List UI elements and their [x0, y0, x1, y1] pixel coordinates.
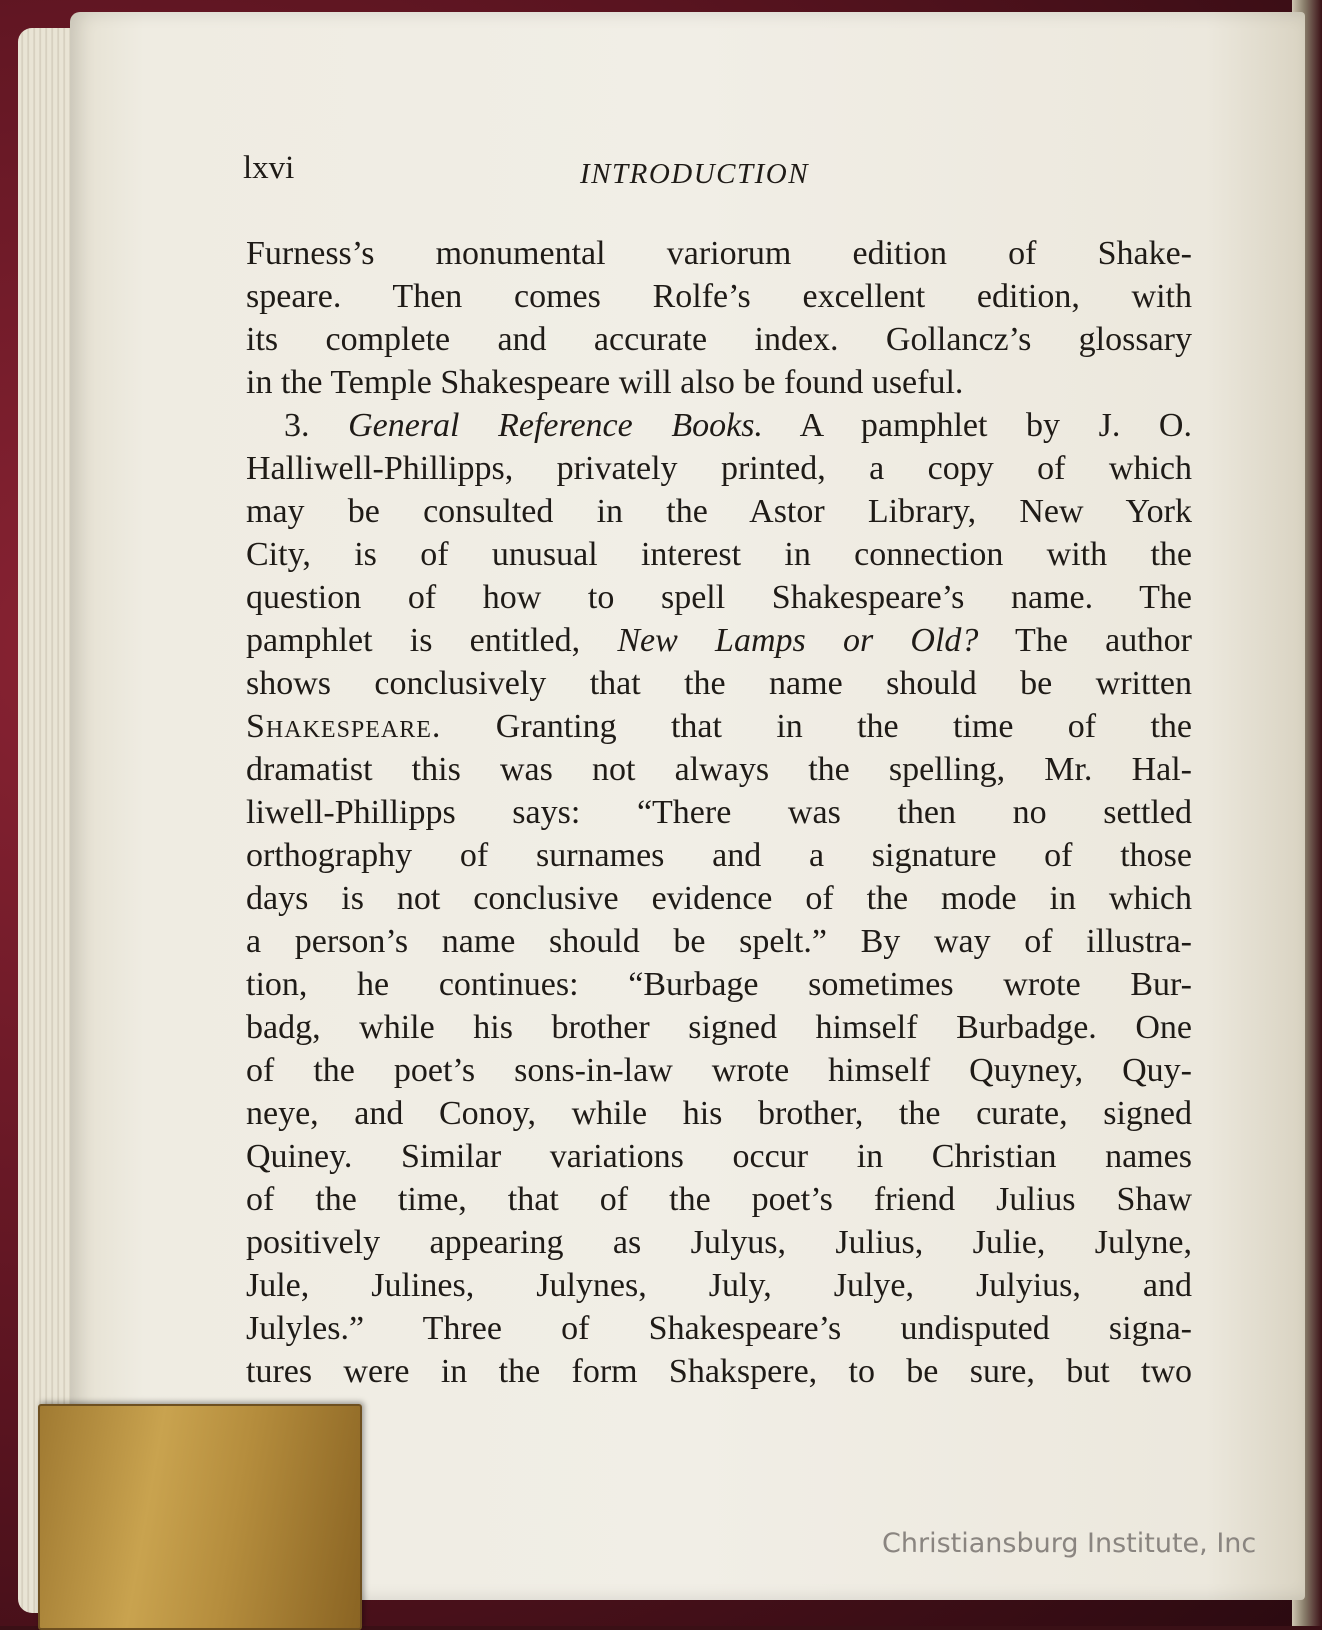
text-line: shows conclusively that the name should be written	[246, 665, 1192, 702]
running-head: INTRODUCTION	[580, 158, 810, 190]
body-text	[246, 232, 1192, 1393]
text-line: neye, and Conoy, while his brother, the curate, signed	[246, 1095, 1192, 1132]
text-run: pamphlet is entitled,	[246, 622, 618, 659]
text-line: positively appearing as Julyus, Julius, Julie, Julyne,	[246, 1224, 1192, 1261]
text-line: dramatist this was not always the spelling, Mr. Hal-	[246, 751, 1192, 788]
text-line	[246, 404, 1192, 447]
text-line: tures were in the form Shakspere, to be sure, but two	[246, 1353, 1192, 1390]
watermark: Christiansburg Institute, Inc	[882, 1528, 1257, 1559]
text-line: City, is of unusual interest in connection with the	[246, 536, 1192, 573]
text-line: its complete and accurate index. Gollancz’s glossary	[246, 321, 1192, 358]
text-line: tion, he continues: “Burbage sometimes wrote Bur-	[246, 966, 1192, 1003]
page-number: lxvi	[243, 150, 295, 186]
text-run: A pamphlet by J. O.	[762, 407, 1192, 444]
text-line: Jule, Julines, Julynes, July, Julye, Julyius, and	[246, 1267, 1192, 1304]
text-line: badg, while his brother signed himself Burbadge. One	[246, 1009, 1192, 1046]
text-line: of the time, that of the poet’s friend Julius Shaw	[246, 1181, 1192, 1218]
book-title: New Lamps or Old?	[617, 622, 979, 659]
text-line: Furness’s monumental variorum edition of Shake-	[246, 235, 1192, 272]
text-line: in the Temple Shakespeare will also be found useful.	[246, 364, 964, 401]
text-line: of the poet’s sons-in-law wrote himself Quyney, Quy-	[246, 1052, 1192, 1089]
text-line: may be consulted in the Astor Library, New York	[246, 493, 1192, 530]
gold-bookmark	[38, 1404, 362, 1630]
text-line: orthography of surnames and a signature of those	[246, 837, 1192, 874]
text-line: Halliwell-Phillipps, privately printed, a copy of which	[246, 450, 1192, 487]
section-heading: General Reference Books.	[348, 407, 763, 444]
text-line: speare. Then comes Rolfe’s excellent edition, with	[246, 278, 1192, 315]
text-run: The author	[978, 622, 1193, 659]
text-line: days is not conclusive evidence of the mode in which	[246, 880, 1192, 917]
section-number: 3.	[284, 407, 349, 444]
text-line	[246, 705, 1192, 748]
text-run: Granting that in the time of the	[441, 708, 1192, 745]
text-line: a person’s name should be spelt.” By way of illustra-	[246, 923, 1192, 960]
text-line: Quiney. Similar variations occur in Christian names	[246, 1138, 1192, 1175]
text-line: question of how to spell Shakespeare’s name. The	[246, 579, 1192, 616]
text-line: liwell-Phillipps says: “There was then no settled	[246, 794, 1192, 831]
name-small-caps: Shakespeare.	[246, 708, 442, 745]
text-line: Julyles.” Three of Shakespeare’s undisputed signa-	[246, 1310, 1192, 1347]
text-line	[246, 619, 1192, 662]
